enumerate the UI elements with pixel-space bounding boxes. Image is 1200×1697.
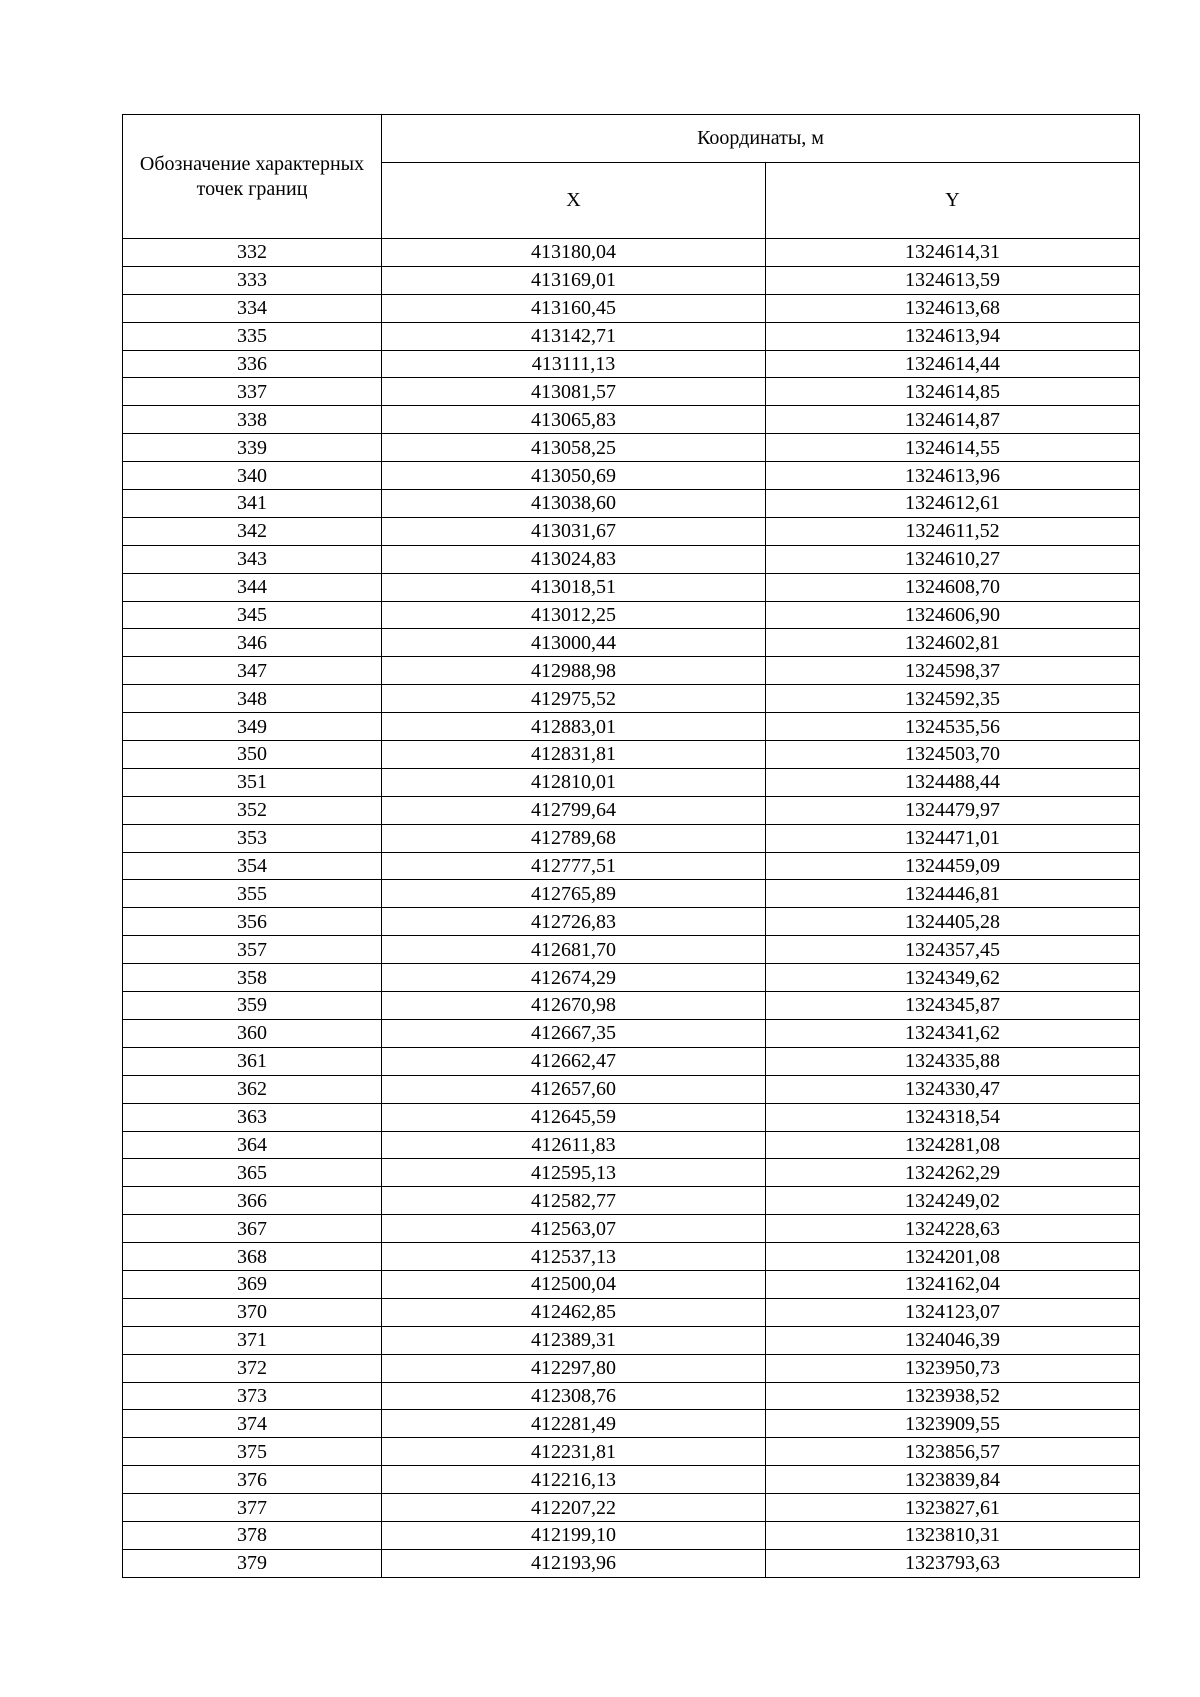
point-number-cell: 372 (123, 1354, 382, 1382)
table-row (123, 1438, 1140, 1466)
y-coordinate-cell: 1324318,54 (766, 1103, 1140, 1131)
point-number-cell: 378 (123, 1521, 382, 1549)
table-row (123, 239, 1140, 267)
table-row (123, 322, 1140, 350)
x-coordinate-cell: 413180,04 (382, 239, 766, 267)
table-row (123, 629, 1140, 657)
y-coordinate-cell: 1324459,09 (766, 852, 1140, 880)
point-number-cell: 374 (123, 1410, 382, 1438)
y-coordinate-cell: 1324608,70 (766, 573, 1140, 601)
table-row (123, 1466, 1140, 1494)
x-coordinate-cell: 412281,49 (382, 1410, 766, 1438)
point-number-cell: 350 (123, 741, 382, 769)
y-coordinate-cell: 1324488,44 (766, 768, 1140, 796)
header-x: X (382, 163, 766, 239)
x-coordinate-cell: 412975,52 (382, 685, 766, 713)
table-row (123, 1075, 1140, 1103)
y-coordinate-cell: 1324123,07 (766, 1298, 1140, 1326)
point-number-cell: 332 (123, 239, 382, 267)
y-coordinate-cell: 1324471,01 (766, 824, 1140, 852)
y-coordinate-cell: 1324614,31 (766, 239, 1140, 267)
x-coordinate-cell: 412231,81 (382, 1438, 766, 1466)
y-coordinate-cell: 1324614,85 (766, 378, 1140, 406)
table-row (123, 1549, 1140, 1577)
x-coordinate-cell: 412777,51 (382, 852, 766, 880)
x-coordinate-cell: 412462,85 (382, 1298, 766, 1326)
point-number-cell: 363 (123, 1103, 382, 1131)
table-row (123, 852, 1140, 880)
table-row (123, 1103, 1140, 1131)
x-coordinate-cell: 413031,67 (382, 517, 766, 545)
x-coordinate-cell: 412389,31 (382, 1326, 766, 1354)
point-number-cell: 334 (123, 294, 382, 322)
point-number-cell: 342 (123, 517, 382, 545)
y-coordinate-cell: 1324613,94 (766, 322, 1140, 350)
point-number-cell: 347 (123, 657, 382, 685)
x-coordinate-cell: 412657,60 (382, 1075, 766, 1103)
point-number-cell: 355 (123, 880, 382, 908)
y-coordinate-cell: 1323839,84 (766, 1466, 1140, 1494)
header-row-top (123, 115, 1140, 163)
table-row (123, 741, 1140, 769)
point-number-cell: 340 (123, 462, 382, 490)
y-coordinate-cell: 1324535,56 (766, 713, 1140, 741)
x-coordinate-cell: 412667,35 (382, 1019, 766, 1047)
header-coordinates: Координаты, м (382, 115, 1140, 163)
table-row (123, 685, 1140, 713)
y-coordinate-cell: 1324614,87 (766, 406, 1140, 434)
table-row (123, 490, 1140, 518)
x-coordinate-cell: 412674,29 (382, 964, 766, 992)
table-row (123, 1270, 1140, 1298)
point-number-cell: 336 (123, 350, 382, 378)
x-coordinate-cell: 412645,59 (382, 1103, 766, 1131)
table-row (123, 824, 1140, 852)
header-y: Y (766, 163, 1140, 239)
point-number-cell: 351 (123, 768, 382, 796)
y-coordinate-cell: 1323810,31 (766, 1521, 1140, 1549)
y-coordinate-cell: 1324046,39 (766, 1326, 1140, 1354)
table-row (123, 517, 1140, 545)
table-row (123, 1354, 1140, 1382)
y-coordinate-cell: 1324592,35 (766, 685, 1140, 713)
point-number-cell: 359 (123, 992, 382, 1020)
x-coordinate-cell: 413000,44 (382, 629, 766, 657)
y-coordinate-cell: 1324602,81 (766, 629, 1140, 657)
x-coordinate-cell: 412500,04 (382, 1270, 766, 1298)
point-number-cell: 366 (123, 1187, 382, 1215)
table-row (123, 1326, 1140, 1354)
x-coordinate-cell: 413038,60 (382, 490, 766, 518)
x-coordinate-cell: 412662,47 (382, 1047, 766, 1075)
x-coordinate-cell: 412789,68 (382, 824, 766, 852)
point-number-cell: 353 (123, 824, 382, 852)
point-number-cell: 338 (123, 406, 382, 434)
point-number-cell: 337 (123, 378, 382, 406)
x-coordinate-cell: 413081,57 (382, 378, 766, 406)
point-number-cell: 344 (123, 573, 382, 601)
point-number-cell: 367 (123, 1215, 382, 1243)
point-number-cell: 343 (123, 545, 382, 573)
table-row (123, 1298, 1140, 1326)
x-coordinate-cell: 413160,45 (382, 294, 766, 322)
table-row (123, 713, 1140, 741)
y-coordinate-cell: 1323856,57 (766, 1438, 1140, 1466)
x-coordinate-cell: 413050,69 (382, 462, 766, 490)
y-coordinate-cell: 1323938,52 (766, 1382, 1140, 1410)
x-coordinate-cell: 412199,10 (382, 1521, 766, 1549)
table-row (123, 1187, 1140, 1215)
table-row (123, 294, 1140, 322)
point-number-cell: 349 (123, 713, 382, 741)
table-row (123, 908, 1140, 936)
table-row (123, 573, 1140, 601)
point-number-cell: 341 (123, 490, 382, 518)
point-number-cell: 379 (123, 1549, 382, 1577)
x-coordinate-cell: 412831,81 (382, 741, 766, 769)
y-coordinate-cell: 1324611,52 (766, 517, 1140, 545)
table-body (123, 239, 1140, 1578)
y-coordinate-cell: 1324330,47 (766, 1075, 1140, 1103)
x-coordinate-cell: 412670,98 (382, 992, 766, 1020)
point-number-cell: 339 (123, 434, 382, 462)
table-row (123, 350, 1140, 378)
y-coordinate-cell: 1323793,63 (766, 1549, 1140, 1577)
table-row (123, 1243, 1140, 1271)
y-coordinate-cell: 1324446,81 (766, 880, 1140, 908)
y-coordinate-cell: 1324357,45 (766, 936, 1140, 964)
y-coordinate-cell: 1324341,62 (766, 1019, 1140, 1047)
table-row (123, 1159, 1140, 1187)
point-number-cell: 370 (123, 1298, 382, 1326)
y-coordinate-cell: 1324614,55 (766, 434, 1140, 462)
y-coordinate-cell: 1324598,37 (766, 657, 1140, 685)
x-coordinate-cell: 413024,83 (382, 545, 766, 573)
table-row (123, 657, 1140, 685)
x-coordinate-cell: 413169,01 (382, 266, 766, 294)
y-coordinate-cell: 1324228,63 (766, 1215, 1140, 1243)
table-row (123, 936, 1140, 964)
x-coordinate-cell: 412726,83 (382, 908, 766, 936)
x-coordinate-cell: 413018,51 (382, 573, 766, 601)
table-row (123, 266, 1140, 294)
x-coordinate-cell: 412810,01 (382, 768, 766, 796)
x-coordinate-cell: 412216,13 (382, 1466, 766, 1494)
x-coordinate-cell: 412207,22 (382, 1494, 766, 1522)
table-row (123, 378, 1140, 406)
y-coordinate-cell: 1324612,61 (766, 490, 1140, 518)
y-coordinate-cell: 1324613,68 (766, 294, 1140, 322)
point-number-cell: 333 (123, 266, 382, 294)
y-coordinate-cell: 1324479,97 (766, 796, 1140, 824)
point-number-cell: 345 (123, 601, 382, 629)
y-coordinate-cell: 1324606,90 (766, 601, 1140, 629)
point-number-cell: 346 (123, 629, 382, 657)
x-coordinate-cell: 412193,96 (382, 1549, 766, 1577)
y-coordinate-cell: 1324162,04 (766, 1270, 1140, 1298)
x-coordinate-cell: 413065,83 (382, 406, 766, 434)
x-coordinate-cell: 413058,25 (382, 434, 766, 462)
table-row (123, 462, 1140, 490)
y-coordinate-cell: 1323909,55 (766, 1410, 1140, 1438)
x-coordinate-cell: 412765,89 (382, 880, 766, 908)
y-coordinate-cell: 1324405,28 (766, 908, 1140, 936)
coordinates-table (122, 114, 1140, 1578)
y-coordinate-cell: 1324281,08 (766, 1131, 1140, 1159)
x-coordinate-cell: 412681,70 (382, 936, 766, 964)
y-coordinate-cell: 1324345,87 (766, 992, 1140, 1020)
x-coordinate-cell: 412883,01 (382, 713, 766, 741)
x-coordinate-cell: 413142,71 (382, 322, 766, 350)
y-coordinate-cell: 1324613,59 (766, 266, 1140, 294)
table-row (123, 545, 1140, 573)
point-number-cell: 376 (123, 1466, 382, 1494)
table-row (123, 992, 1140, 1020)
x-coordinate-cell: 413111,13 (382, 350, 766, 378)
table-row (123, 1215, 1140, 1243)
y-coordinate-cell: 1324349,62 (766, 964, 1140, 992)
x-coordinate-cell: 412582,77 (382, 1187, 766, 1215)
x-coordinate-cell: 412988,98 (382, 657, 766, 685)
point-number-cell: 375 (123, 1438, 382, 1466)
point-number-cell: 371 (123, 1326, 382, 1354)
y-coordinate-cell: 1324503,70 (766, 741, 1140, 769)
y-coordinate-cell: 1324201,08 (766, 1243, 1140, 1271)
table-header (123, 115, 1140, 239)
table-row (123, 406, 1140, 434)
table-row (123, 1047, 1140, 1075)
point-number-cell: 360 (123, 1019, 382, 1047)
table-row (123, 601, 1140, 629)
x-coordinate-cell: 413012,25 (382, 601, 766, 629)
table-row (123, 964, 1140, 992)
point-number-cell: 352 (123, 796, 382, 824)
point-number-cell: 358 (123, 964, 382, 992)
point-number-cell: 373 (123, 1382, 382, 1410)
x-coordinate-cell: 412799,64 (382, 796, 766, 824)
y-coordinate-cell: 1324614,44 (766, 350, 1140, 378)
y-coordinate-cell: 1324613,96 (766, 462, 1140, 490)
header-points: Обозначение характерных точек границ (123, 115, 382, 239)
point-number-cell: 356 (123, 908, 382, 936)
x-coordinate-cell: 412308,76 (382, 1382, 766, 1410)
point-number-cell: 377 (123, 1494, 382, 1522)
table-row (123, 434, 1140, 462)
point-number-cell: 361 (123, 1047, 382, 1075)
x-coordinate-cell: 412595,13 (382, 1159, 766, 1187)
point-number-cell: 357 (123, 936, 382, 964)
point-number-cell: 368 (123, 1243, 382, 1271)
x-coordinate-cell: 412563,07 (382, 1215, 766, 1243)
table-row (123, 1019, 1140, 1047)
table-row (123, 1494, 1140, 1522)
x-coordinate-cell: 412611,83 (382, 1131, 766, 1159)
x-coordinate-cell: 412537,13 (382, 1243, 766, 1271)
table-row (123, 1410, 1140, 1438)
table-row (123, 1382, 1140, 1410)
x-coordinate-cell: 412297,80 (382, 1354, 766, 1382)
y-coordinate-cell: 1324610,27 (766, 545, 1140, 573)
point-number-cell: 364 (123, 1131, 382, 1159)
y-coordinate-cell: 1323950,73 (766, 1354, 1140, 1382)
y-coordinate-cell: 1324335,88 (766, 1047, 1140, 1075)
point-number-cell: 348 (123, 685, 382, 713)
table-row (123, 768, 1140, 796)
y-coordinate-cell: 1323827,61 (766, 1494, 1140, 1522)
point-number-cell: 369 (123, 1270, 382, 1298)
y-coordinate-cell: 1324262,29 (766, 1159, 1140, 1187)
table-row (123, 1131, 1140, 1159)
table-row (123, 1521, 1140, 1549)
table-row (123, 880, 1140, 908)
table-row (123, 796, 1140, 824)
point-number-cell: 335 (123, 322, 382, 350)
point-number-cell: 365 (123, 1159, 382, 1187)
y-coordinate-cell: 1324249,02 (766, 1187, 1140, 1215)
point-number-cell: 362 (123, 1075, 382, 1103)
point-number-cell: 354 (123, 852, 382, 880)
